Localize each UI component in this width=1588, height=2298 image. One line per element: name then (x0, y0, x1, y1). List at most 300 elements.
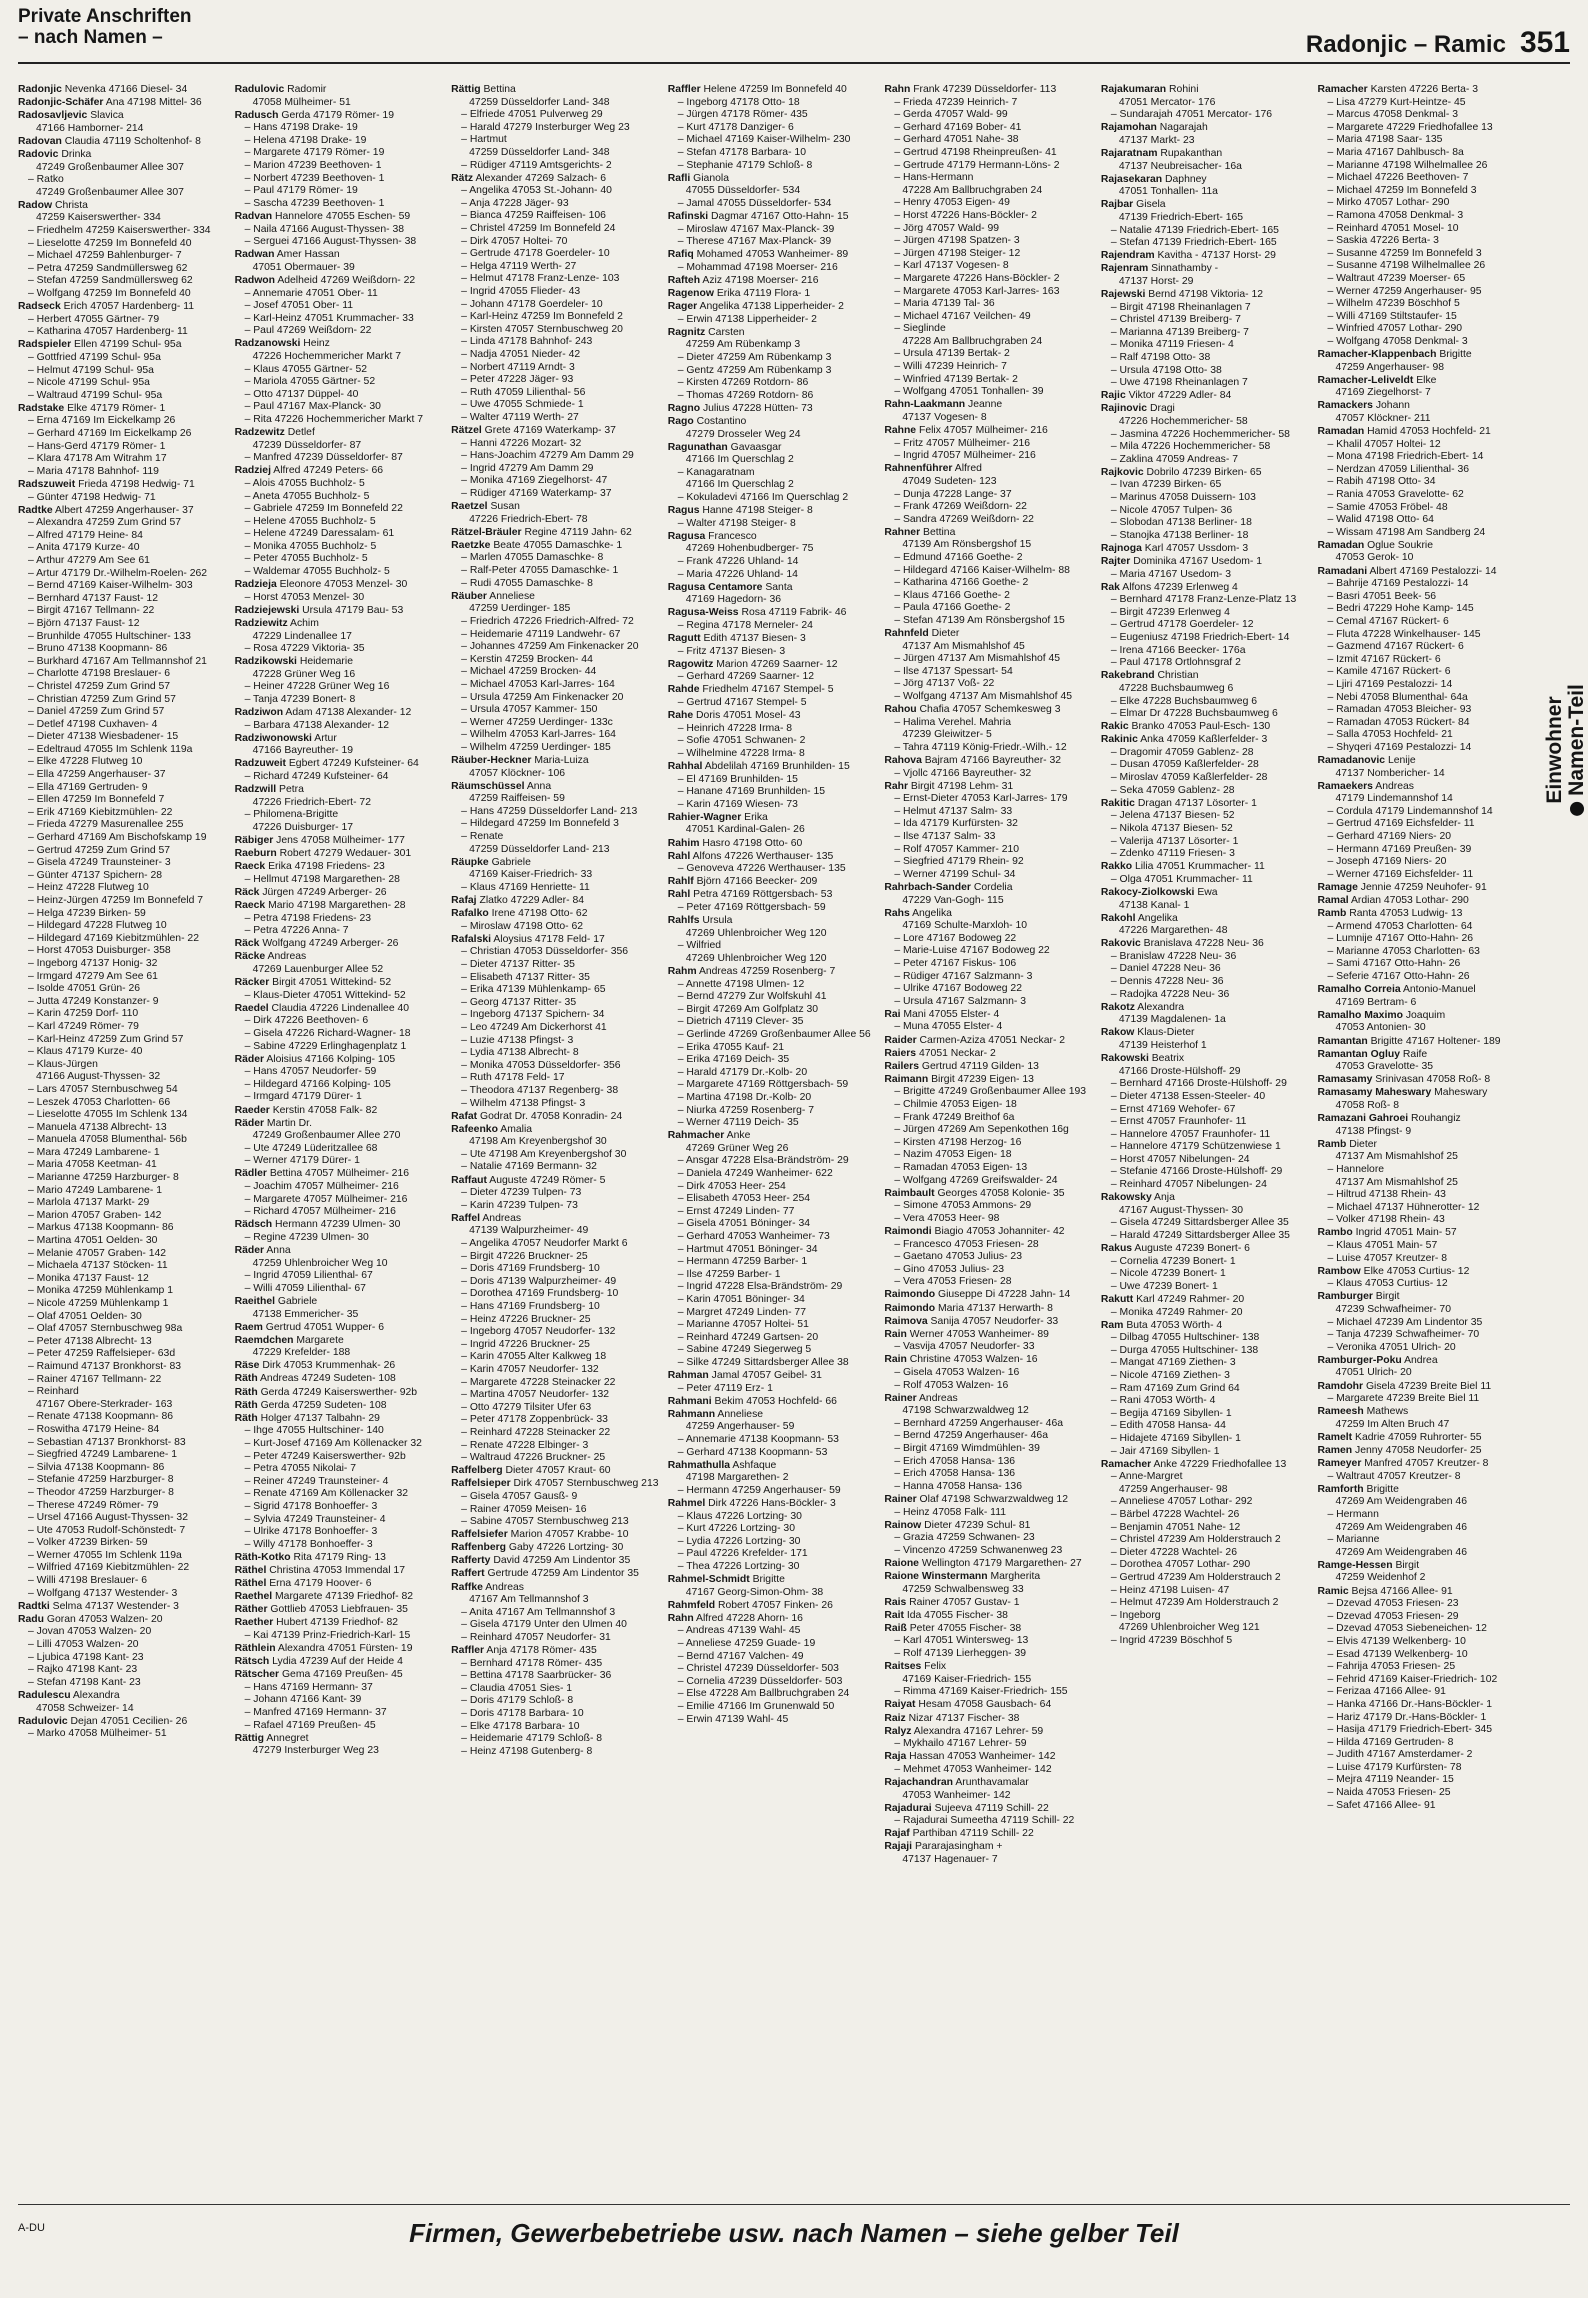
entry-member-line: – Reinhard 47228 Steinacker 22 (461, 1426, 611, 1438)
entry-detail: Jamal 47057 Geibel- 31 (711, 1369, 822, 1381)
entry-member-line: – Wolfgang 47137 Am Mismahlshof 45 (894, 691, 1073, 702)
entry-detail: Adam 47138 Alexander- 12 (285, 707, 412, 719)
entry-member-line: – Bianca 47259 Raiffeisen- 106 (461, 210, 606, 222)
entry-detail: Giuseppe Di 47228 Jahn- 14 (938, 1289, 1071, 1301)
entry-member-line: – Birgit 47198 Rheinanlagen 7 (1110, 301, 1251, 313)
directory-entry (1317, 781, 1526, 882)
entry-member-line: – Manuela 47138 Albrecht- 13 (28, 1121, 167, 1133)
entry-member-line: – Markus 47138 Koopmann- 86 (28, 1222, 174, 1234)
entry-member-line: – Jürgen 47269 Am Sepenkothen 16g (894, 1124, 1069, 1136)
entry-detail: Lilia 47051 Krummacher- 11 (1134, 861, 1265, 873)
entry-first-line (235, 1656, 444, 1669)
entry-member-line: – Leszek 47053 Charlotten- 66 (28, 1096, 171, 1108)
surname: Ramadan (1317, 539, 1365, 551)
surname: Rahnenführer (884, 463, 953, 475)
entry-detail: Grete 47169 Waterkamp- 37 (484, 425, 616, 437)
entry-member-line: – Rani 47053 Wörth- 4 (1110, 1395, 1216, 1407)
entry-member-line: – Werner 47179 Dürer- 1 (244, 1155, 360, 1167)
entry-member-line: – Sascha 47239 Beethoven- 1 (244, 197, 385, 209)
entry-member-line: – Paul 47179 Römer- 19 (244, 185, 358, 197)
entry-first-line (884, 1329, 1093, 1342)
entry-member-line: – Uwe 47239 Bonert- 1 (1110, 1280, 1218, 1292)
entry-member-line: – Michael 47167 Veilchen- 49 (894, 310, 1031, 322)
entry-member-line: – Ralf-Peter 47055 Damaschke- 1 (461, 565, 619, 577)
entry-member-line: – Jörg 47137 Voß- 22 (894, 678, 995, 690)
directory-entry (884, 882, 1093, 907)
entry-address-line: 47051 Tonhallen- 11a (1118, 186, 1218, 198)
entry-member-line: – Hans-Hermann (894, 172, 974, 184)
entry-first-line (884, 1571, 1093, 1584)
entry-detail: Nagarajah (1159, 122, 1208, 134)
entry-address-line: 47169 Kaiser-Friedrich- 33 (469, 869, 593, 881)
surname: Radzuweit (234, 758, 286, 770)
entry-member-line: – Durga 47055 Hultschiner- 138 (1110, 1344, 1259, 1356)
directory-entry (884, 1074, 1093, 1187)
entry-member-line: – Erich 47058 Hansa- 136 (894, 1455, 1016, 1467)
directory-entry (1317, 1036, 1526, 1049)
entry-member-line: – Annette 47198 Ulmen- 12 (677, 978, 805, 990)
entry-detail: Arunthavamalar (955, 1776, 1029, 1788)
directory-entry (1101, 721, 1310, 734)
entry-member-line: – Richard 47249 Kufsteiner- 64 (244, 771, 389, 783)
entry-first-line (668, 1600, 877, 1613)
entry-address-line: 47057 Klöckner- 106 (469, 767, 566, 779)
entry-first-line (884, 781, 1093, 794)
entry-member-line: – Gottfried 47199 Schul- 95a (28, 351, 161, 363)
entry-member-line: – Reiner 47249 Traunsteiner- 4 (244, 1475, 389, 1487)
entry-detail: Erika 47198 Friedens- 23 (268, 861, 385, 873)
entry-first-line (1101, 390, 1310, 403)
entry-member-line: – Angelika 47057 Neudorfer Markt 6 (461, 1238, 628, 1250)
directory-entry (668, 249, 877, 274)
entry-member-line: – Maria 47139 Tal- 36 (894, 298, 995, 310)
entry-member-line: – Christian 47053 Düsseldorfer- 356 (461, 946, 629, 958)
entry-member-line: – Benjamin 47051 Nahe- 12 (1110, 1521, 1241, 1533)
surname: Raether (234, 1617, 274, 1629)
entry-first-line (884, 1661, 1093, 1674)
entry-detail: Achim (290, 617, 319, 629)
entry-member-line: – Friedrich 47226 Friedrich-Alfred- 72 (461, 615, 634, 627)
directory-entry (451, 1213, 660, 1465)
entry-member-line: – Hartmut (461, 134, 507, 146)
surname: Rager (667, 301, 698, 313)
entry-detail: Gabriele (491, 856, 531, 868)
entry-address-line: 47259 Am Rübenkamp 3 (685, 339, 801, 351)
entry-first-line (235, 1118, 444, 1131)
entry-address-line: 47058 Roß- 8 (1335, 1100, 1400, 1111)
entry-member-line: – Dzevad 47053 Friesen- 23 (1327, 1598, 1459, 1610)
directory-entry (884, 1048, 1093, 1061)
entry-member-line: – Karin 47051 Böninger- 34 (677, 1293, 805, 1305)
surname: Raja (884, 1751, 907, 1763)
surname: Rajaf (884, 1828, 910, 1840)
directory-entry (884, 1289, 1093, 1302)
surname: Radtke (18, 504, 53, 516)
entry-member-line: – Rainer 47059 Meisen- 16 (461, 1503, 587, 1515)
directory-entry (235, 848, 444, 861)
entry-detail: Zlatko 47229 Adler- 84 (479, 895, 585, 906)
entry-address-line: 47259 Uhlenbroicher Weg 10 (252, 1257, 388, 1269)
directory-entry (668, 531, 877, 581)
entry-first-line (235, 1105, 444, 1118)
entry-detail: Gertrud 47119 Gilden- 13 (921, 1060, 1039, 1072)
entry-first-line (451, 1465, 660, 1478)
entry-member-line: – Vincenzo 47259 Schwanenweg 23 (894, 1544, 1063, 1556)
entry-member-line: – Naida 47053 Friesen- 25 (1327, 1787, 1451, 1799)
entry-member-line: – Gino 47053 Julius- 23 (894, 1263, 1005, 1275)
directory-entry (668, 582, 877, 607)
directory-entry (235, 733, 444, 758)
entry-member-line: – El 47169 Brunhilden- 15 (677, 773, 798, 785)
directory-entry (668, 1460, 877, 1498)
entry-member-line: – Gerhard 47169 Niers- 20 (1327, 831, 1452, 843)
entry-detail: Srinivasan 47058 Roß- 8 (1375, 1074, 1491, 1086)
entry-member-line: – Michael 47259 Bahlenburger- 7 (28, 250, 182, 262)
entry-detail: Albert 47169 Pestalozzi- 14 (1369, 565, 1497, 577)
entry-detail: Christine 47053 Walzen- 16 (909, 1354, 1038, 1366)
entry-member-line: – Helena 47198 Drake- 19 (244, 134, 367, 146)
directory-entry (884, 399, 1093, 424)
surname: Ramasamy (1317, 1074, 1373, 1086)
entry-address-line: 47259 Schwalbensweg 33 (902, 1583, 1024, 1595)
entry-member-line: – Ansgar 47228 Elsa-Brändström- 29 (677, 1155, 849, 1167)
entry-member-line: – Rolf 47053 Walzen- 16 (894, 1379, 1009, 1391)
entry-detail: Heidemarie (299, 656, 353, 668)
entry-member-line: – Miroslav 47059 Kaßlerfelder- 28 (1110, 772, 1268, 784)
header-rule (18, 62, 1570, 64)
entry-member-line: – Marianne 47057 Holtei- 51 (677, 1319, 809, 1331)
entry-member-line: – Therese 47167 Max-Planck- 39 (677, 236, 832, 248)
entry-member-line: – Karin 47057 Neudorfer- 132 (461, 1363, 599, 1375)
directory-entry (18, 403, 227, 479)
directory-entry (1317, 1458, 1526, 1483)
entry-first-line (235, 707, 444, 720)
entry-member-line: – Erika 47055 Kauf- 21 (677, 1041, 785, 1053)
page-range (1306, 26, 1570, 60)
entry-member-line: – Dirk 47226 Beethoven- 6 (244, 1015, 369, 1027)
entry-first-line (1317, 426, 1526, 439)
entry-member-line: – Kai 47139 Prinz-Friedrich-Karl- 15 (244, 1629, 411, 1641)
surname: Raffke (451, 1581, 483, 1593)
entry-member-line: – Branislaw 47228 Neu- 36 (1110, 950, 1237, 962)
entry-detail: Anke (726, 1130, 751, 1142)
entry-member-line: – Lydia 47226 Lortzing- 30 (677, 1535, 801, 1547)
entry-member-line: – Uwe 47055 Schmiede- 1 (461, 399, 584, 411)
surname: Rajaji (884, 1841, 913, 1853)
entry-member-line: – Paul 47226 Krefelder- 171 (677, 1548, 808, 1560)
entry-member-line: – Renate 47169 Am Köllenacker 32 (244, 1488, 409, 1500)
entry-member-line: – Gerhard 47269 Saarner- 12 (677, 671, 815, 683)
entry-address-line: 47138 Emmericher- 35 (252, 1308, 359, 1320)
entry-detail: Bajram 47166 Bayreuther- 32 (924, 754, 1062, 766)
surname: Ramage (1317, 881, 1358, 893)
directory-entry (1317, 1560, 1526, 1585)
entry-first-line (235, 1335, 444, 1348)
entry-member-line: – Hannelore 47057 Fraunhofer- 11 (1110, 1128, 1271, 1140)
entry-address-line: 47239 Düsseldorfer- 87 (252, 439, 362, 451)
entry-first-line (235, 1003, 444, 1016)
directory-entry (451, 1124, 660, 1174)
entry-member-line: – Renate (461, 831, 504, 843)
entry-member-line: – Helmut 47178 Franz-Lenze- 103 (461, 273, 620, 285)
entry-address-line: 47167 Obere-Sterkrader- 163 (36, 1398, 173, 1410)
entry-member-line: – Irmgard 47179 Dürer- 1 (244, 1091, 362, 1103)
entry-member-line: – Marianne 47198 Wilhelmallee 26 (1327, 159, 1488, 171)
directory-entry (235, 1296, 444, 1321)
entry-detail: Angelika 47138 Lipperheider- 2 (699, 301, 844, 313)
entry-first-line (884, 84, 1093, 97)
entry-first-line (884, 908, 1093, 921)
surname: Radonjic (18, 84, 62, 95)
entry-member-line: – Willy 47178 Bonhoeffer- 3 (244, 1538, 373, 1550)
entry-member-line: – Walter 47198 Steiger- 8 (677, 517, 796, 529)
entry-first-line (668, 1498, 877, 1511)
directory-entry (884, 1751, 1093, 1776)
entry-member-line: – Sundarajah 47051 Mercator- 176 (1110, 109, 1273, 121)
directory-entry (235, 758, 444, 783)
entry-member-line: – Wolfgang 47259 Im Bonnefeld 40 (28, 288, 191, 299)
entry-address-line: 47169 Hagedorn- 36 (685, 594, 782, 606)
directory-entry (884, 628, 1093, 704)
entry-member-line: – Gisela 47179 Unter den Ulmen 40 (461, 1619, 627, 1631)
entry-member-line: – Stefan 47139 Friedrich-Ebert- 165 (1110, 237, 1277, 249)
entry-first-line (884, 1393, 1093, 1406)
entry-address-line: 47166 Bayreuther- 19 (252, 745, 354, 757)
entry-member-line: – Frieda 47239 Heinrich- 7 (894, 96, 1018, 108)
entry-member-line: – Mona 47198 Friedrich-Ebert- 14 (1327, 451, 1484, 463)
entry-member-line: – Raimund 47137 Bronkhorst- 83 (28, 1360, 182, 1372)
entry-first-line (668, 327, 877, 340)
entry-member-line: – Gertrud 47259 Zum Grind 57 (28, 844, 171, 856)
entry-first-line (1317, 908, 1526, 921)
surname: Rakinic (1100, 734, 1138, 746)
entry-member-line: – Hannelore 47179 Schützenwiese 1 (1110, 1141, 1281, 1153)
entry-address-line: 47055 Düsseldorfer- 534 (685, 185, 801, 197)
entry-detail: Brigitte (1439, 348, 1472, 360)
entry-first-line (668, 442, 877, 455)
entry-member-line: – Ratko (28, 174, 64, 186)
entry-first-line (1317, 1113, 1526, 1126)
entry-address-line: 47259 Kaiserswerther- 334 (36, 212, 161, 224)
surname: Raffenberg (451, 1542, 507, 1554)
directory-entry (235, 1245, 444, 1295)
directory-entry (668, 84, 877, 172)
entry-first-line (884, 1074, 1093, 1087)
entry-detail: Gaby 47226 Lortzing- 30 (508, 1542, 624, 1554)
directory-entry (1317, 1266, 1526, 1291)
entry-member-line: – Ernst 47057 Fraunhofer- 11 (1110, 1116, 1247, 1128)
surname: Ramaekers (1317, 780, 1373, 792)
entry-member-line: – Ilse 47137 Spessart- 54 (894, 665, 1013, 677)
entry-member-line: – Brigitte 47249 Großenbaumer Allee 193 (894, 1086, 1087, 1098)
surname: Raffelberg (451, 1465, 503, 1477)
entry-address-line: 47139 Friedrich-Ebert- 165 (1118, 211, 1244, 223)
entry-member-line: – Grazia 47259 Schwanen- 23 (894, 1532, 1035, 1544)
directory-entry (451, 84, 660, 172)
entry-member-line: – Petra 47226 Anna- 7 (244, 925, 349, 937)
entry-member-line: – Hildegard 47166 Kaiser-Wilhelm- 88 (894, 564, 1070, 576)
surname: Rafinski (667, 210, 709, 222)
entry-member-line: – Heidemarie 47179 Schloß- 8 (461, 1733, 603, 1745)
entry-detail: Auguste 47239 Bonert- 6 (1134, 1243, 1250, 1255)
entry-detail: Georges 47058 Kolonie- 35 (937, 1187, 1065, 1199)
entry-member-line: – Norbert 47239 Beethoven- 1 (244, 172, 385, 184)
entry-first-line (1101, 887, 1310, 900)
entry-address-line: 47259 Uerdinger- 185 (469, 603, 571, 615)
surname: Rahou (884, 704, 917, 716)
entry-address-line: 47228 Am Ballbruchgraben 24 (902, 184, 1043, 196)
entry-member-line: – Ulrike 47167 Bodoweg 22 (894, 983, 1022, 995)
directory-entry (451, 908, 660, 933)
entry-member-line: – Harald 47279 Insterburger Weg 23 (461, 121, 630, 133)
entry-first-line (1101, 148, 1310, 161)
entry-member-line: – Dzevad 47053 Friesen- 29 (1327, 1610, 1459, 1622)
directory-entry (451, 527, 660, 540)
entry-member-line: – Monika 47169 Ziegelhorst- 47 (461, 475, 608, 487)
entry-first-line (235, 1604, 444, 1617)
entry-address-line: 47169 Kaiser-Friedrich- 155 (902, 1673, 1032, 1685)
entry-member-line: – Wilhelm 47239 Böschhof 5 (1327, 298, 1460, 310)
entry-first-line (1101, 556, 1310, 569)
entry-member-line: – Ljubica 47198 Kant- 23 (28, 1651, 144, 1663)
entry-member-line: – Gerhard 47169 Bober- 41 (894, 121, 1022, 133)
entry-member-line: – Rüdiger 47169 Waterkamp- 37 (461, 488, 612, 499)
entry-first-line (668, 403, 877, 416)
entry-detail: Mohamed 47053 Wanheimer- 89 (696, 249, 849, 261)
entry-member-line: – Bernd 47279 Zur Wolfskuhl 41 (677, 991, 827, 1003)
surname: Ramadani (1317, 565, 1368, 577)
entry-member-line: – Bernhard 47178 Römer- 435 (461, 1657, 603, 1669)
entry-first-line (451, 1555, 660, 1568)
entry-first-line (18, 97, 227, 110)
entry-member-line: – Reinhard 47057 Nibelungen- 24 (1110, 1179, 1267, 1191)
surname: Radziwonowski (234, 732, 312, 744)
entry-first-line (451, 1542, 660, 1555)
entry-member-line: – Charlotte 47198 Breslauer- 6 (28, 668, 171, 680)
surname: Rahl (667, 850, 691, 862)
directory-entry (668, 607, 877, 632)
entry-first-line (235, 758, 444, 771)
entry-member-line: – Peter 47249 Kaiserswerther- 92b (244, 1450, 406, 1462)
entry-member-line: – Joseph 47169 Niers- 20 (1327, 856, 1447, 868)
entry-member-line: – Jovan 47053 Walzen- 20 (28, 1626, 152, 1638)
entry-member-line: – Susanne 47259 Im Bonnefeld 3 (1327, 247, 1482, 259)
entry-address-line: 47166 August-Thyssen- 32 (36, 1071, 161, 1083)
entry-detail: Angelika (1137, 912, 1178, 924)
entry-member-line: – Erika 47169 Deich- 35 (677, 1054, 790, 1066)
entry-member-line: – Sieglinde (894, 323, 946, 335)
entry-member-line: – Waltraud 47199 Schul- 95a (28, 389, 163, 401)
directory-entry (884, 1726, 1093, 1751)
side-tab (1544, 600, 1588, 900)
entry-member-line: – Gertrud 47239 Am Holderstrauch 2 (1110, 1571, 1281, 1583)
entry-member-line: – Günter 47198 Hedwig- 71 (28, 491, 156, 503)
entry-member-line: – Ursula 47057 Kammer- 150 (461, 704, 598, 716)
entry-first-line (451, 1213, 660, 1226)
entry-detail: Lenije (1387, 754, 1416, 766)
directory-entry (235, 707, 444, 732)
directory-entry (18, 505, 227, 1601)
entry-member-line: – Ingeborg 47137 Spichern- 34 (461, 1009, 605, 1021)
directory-entry (235, 1322, 444, 1335)
entry-address-line: 47249 Großenbaumer Allee 307 (36, 161, 184, 173)
entry-detail: Raife (1402, 1048, 1428, 1060)
entry-detail: Andreas (267, 951, 307, 963)
entry-first-line (884, 1713, 1093, 1726)
entry-first-line (1317, 349, 1526, 362)
entry-first-line (668, 838, 877, 851)
directory-entry (1317, 1406, 1526, 1431)
entry-member-line: – Jair 47169 Sibyllen- 1 (1110, 1445, 1220, 1457)
directory-entry (18, 479, 227, 504)
entry-member-line: – Fahrija 47053 Friesen- 25 (1327, 1661, 1456, 1673)
surname: Ramen (1317, 1445, 1353, 1457)
entry-member-line: – Frank 47226 Uhland- 14 (677, 555, 799, 567)
entry-member-line: – Halima Verehel. Mahria (894, 716, 1011, 728)
entry-first-line (1317, 1010, 1526, 1023)
entry-member-line: – Birgit 47226 Bruckner- 25 (461, 1250, 588, 1262)
entry-member-line: – Doris 47179 Schloß- 8 (461, 1695, 574, 1707)
entry-member-line: – Izmit 47167 Rückert- 6 (1327, 653, 1441, 665)
entry-member-line: – Heinz 47198 Gutenberg- 8 (461, 1745, 593, 1757)
surname: Ramalho Maximo (1317, 1009, 1403, 1021)
directory-entry (451, 934, 660, 1110)
surname: Ramburger-Poku (1317, 1354, 1402, 1366)
surname: Räumschüssel (451, 780, 525, 792)
entry-member-line: – Marianna 47139 Breiberg- 7 (1110, 326, 1249, 338)
entry-member-line: – Isolde 47051 Grün- 26 (28, 983, 141, 995)
entry-member-line: – Ralf 47198 Otto- 38 (1110, 351, 1211, 363)
entry-first-line (451, 173, 660, 186)
directory-entry (884, 1520, 1093, 1558)
directory-entry (884, 1494, 1093, 1519)
directory-entry (451, 591, 660, 755)
entry-member-line: – Lore 47167 Bodoweg 22 (894, 932, 1017, 944)
entry-member-line: – Michaela 47137 Stöcken- 11 (28, 1260, 168, 1272)
directory-entry (884, 1329, 1093, 1354)
entry-member-line: – Miroslaw 47167 Max-Planck- 39 (677, 223, 835, 235)
directory-entry (235, 1003, 444, 1053)
entry-first-line (235, 249, 444, 262)
entry-detail: Susan (490, 501, 520, 513)
entry-member-line: – Bernhard 47166 Droste-Hülshoff- 29 (1110, 1078, 1287, 1090)
entry-member-line: – Karin 47239 Tulpen- 73 (461, 1199, 578, 1211)
entry-detail: Birgit (1395, 1559, 1420, 1571)
entry-member-line: – Walter 47119 Werth- 27 (461, 411, 579, 423)
entry-member-line: – Leo 47249 Am Dickerhorst 41 (461, 1021, 607, 1033)
entry-member-line: – Paul 47167 Max-Planck- 30 (244, 401, 381, 413)
entry-address-line: 47269 Am Weidengraben 46 (1335, 1496, 1467, 1508)
directory-entry (668, 710, 877, 760)
surname: Raiyat (884, 1699, 916, 1711)
surname: Rakotz (1100, 1001, 1135, 1013)
entry-detail: Gertrud 47051 Wupper- 6 (265, 1321, 384, 1333)
entry-detail: Björn 47166 Beecker- 209 (696, 876, 818, 888)
entry-detail: Jeanne (968, 399, 1003, 411)
entry-first-line (1101, 1320, 1310, 1333)
directory-entry (668, 876, 877, 889)
entry-member-line: – Erwin 47139 Wahl- 45 (677, 1713, 789, 1725)
directory-entry (1317, 400, 1526, 425)
directory-entry (18, 1601, 227, 1614)
entry-first-line (1317, 566, 1526, 579)
entry-member-line: – Heiner 47228 Grüner Weg 16 (244, 681, 390, 693)
directory-entry (1101, 1320, 1310, 1459)
surname: Rätz (451, 172, 474, 184)
directory-entry (884, 1393, 1093, 1494)
entry-detail: Artur (314, 732, 337, 744)
directory-entry (1317, 908, 1526, 984)
